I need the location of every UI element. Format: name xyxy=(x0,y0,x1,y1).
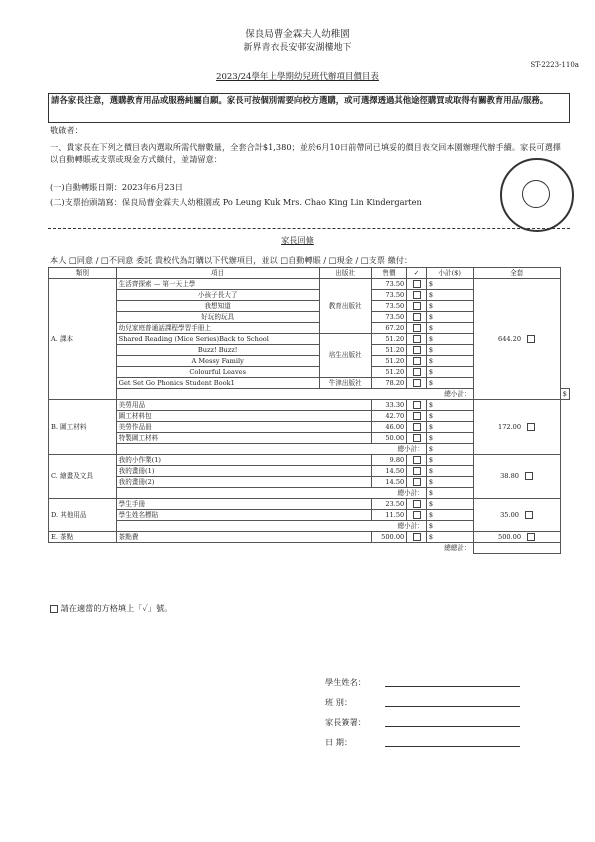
footnote-box-icon xyxy=(50,605,58,613)
publisher-oxford: 牛津出版社 xyxy=(319,378,371,389)
cut-line xyxy=(48,228,570,229)
set-price: 38.80 xyxy=(500,472,519,481)
item-name: 圖工材料包 xyxy=(116,411,371,422)
item-price: 78.20 xyxy=(371,378,407,389)
item-price: 51.20 xyxy=(371,345,407,356)
subtotal-field[interactable]: $ xyxy=(426,290,473,301)
grand-total-field[interactable] xyxy=(473,543,560,554)
item-name: 學生姓名標貼 xyxy=(116,510,371,521)
item-price: 73.50 xyxy=(371,279,407,290)
subtotal-field[interactable]: $ xyxy=(426,444,473,455)
header-full-set: 全套 xyxy=(473,268,560,279)
item-price: 67.20 xyxy=(371,323,407,334)
subtotal-field[interactable]: $ xyxy=(426,411,473,422)
publisher-pearson: 培生出版社 xyxy=(319,334,371,378)
attention-text: 請各家長注意，選購教育用品或服務純屬自願。家長可按個別需要向校方選購，或可選擇透過其他途徑購買或取得有關教育用品/服務。 xyxy=(51,95,549,105)
notice-body: 一、貴家長在下列之價目表內選取所需代辦數量，全套合計$1,380；並於6月10日前帶同已填妥的價目表交回本園辦理代辦手續。家長可選擇以自動轉賬或支票或現金方式繳付，並請留意： xyxy=(50,142,561,164)
subtotal-field[interactable]: $ xyxy=(426,301,473,312)
subtotal-field[interactable]: $ xyxy=(426,279,473,290)
item-name: 特製圖工材料 xyxy=(116,433,371,444)
grand-total-label: 總總計： xyxy=(444,544,471,553)
set-d xyxy=(473,499,560,532)
subtotal-label: 總小計： xyxy=(116,521,426,532)
notice-item-1: (一)自動轉賬日期：2023年6月23日 xyxy=(50,182,183,192)
item-name: 我的小作業(1) xyxy=(116,455,371,466)
checkbox[interactable] xyxy=(407,279,427,290)
set-price: 172.00 xyxy=(498,422,522,431)
item-name: 生活齊探索 — 第一天上學 xyxy=(116,279,319,290)
table-row xyxy=(49,400,570,411)
subtotal-field[interactable]: $ xyxy=(426,499,473,510)
item-name: 好玩的玩具 xyxy=(116,312,319,323)
attention-box xyxy=(48,93,570,123)
item-price: 14.50 xyxy=(371,466,407,477)
item-price: 42.70 xyxy=(371,411,407,422)
subtotal-field[interactable]: $ xyxy=(426,356,473,367)
student-name-input[interactable] xyxy=(385,686,520,687)
checkbox[interactable] xyxy=(407,433,427,444)
subtotal-field[interactable]: $ xyxy=(426,455,473,466)
item-name: 小孩子長大了 xyxy=(116,290,319,301)
item-name: 茶點費 xyxy=(116,532,371,543)
category-b: B. 圖工材料 xyxy=(49,400,117,455)
checkbox[interactable] xyxy=(407,312,427,323)
set-price: 35.00 xyxy=(500,510,519,519)
subtotal-label: 總小計： xyxy=(116,444,426,455)
table-header-row xyxy=(49,268,570,279)
subtotal-field[interactable]: $ xyxy=(426,521,473,532)
header-category: 類別 xyxy=(49,268,117,279)
checkbox[interactable] xyxy=(407,411,427,422)
subtotal-label: 總小計： xyxy=(116,488,426,499)
item-price: 46.00 xyxy=(371,422,407,433)
item-price: 11.50 xyxy=(371,510,407,521)
set-checkbox[interactable] xyxy=(527,335,535,343)
salutation: 敬啟者： xyxy=(50,125,83,135)
reference-number: ST-2223-110a xyxy=(530,61,579,69)
price-table xyxy=(48,267,570,554)
subtotal-field[interactable]: $ xyxy=(426,466,473,477)
parent-sign-label: 家長簽署： xyxy=(325,717,366,727)
checkbox[interactable] xyxy=(407,323,427,334)
item-price: 73.50 xyxy=(371,290,407,301)
subtotal-field[interactable]: $ xyxy=(426,323,473,334)
set-checkbox[interactable] xyxy=(525,511,533,519)
item-name: 我的畫冊(1) xyxy=(116,466,371,477)
set-c xyxy=(473,455,560,499)
table-row xyxy=(49,455,570,466)
notice-item-2: (二)支票抬頭請寫：保良局曹金霖夫人幼稚園或 Po Leung Kuk Mrs. Chao King Lin Kindergarten xyxy=(50,197,422,207)
date-input[interactable] xyxy=(385,746,520,747)
header-subtotal: 小計($) xyxy=(426,268,473,279)
category-c: C. 繪畫及文具 xyxy=(49,455,117,499)
footnote xyxy=(50,603,172,613)
checkbox[interactable] xyxy=(407,466,427,477)
publisher-edu: 教育出版社 xyxy=(319,279,371,334)
table-row xyxy=(49,279,570,290)
item-name: Buzz! Buzz! xyxy=(116,345,319,356)
item-name: A Messy Family xyxy=(116,356,319,367)
subtotal-field[interactable]: $ xyxy=(426,312,473,323)
subtotal-field[interactable]: $ xyxy=(426,378,473,389)
item-price: 9.80 xyxy=(371,455,407,466)
subtotal-field[interactable]: $ xyxy=(426,532,473,543)
table-row xyxy=(49,532,570,543)
checkbox[interactable] xyxy=(407,532,427,543)
header-publisher: 出版社 xyxy=(319,268,371,279)
item-name: 美勞用品 xyxy=(116,400,371,411)
item-price: 50.00 xyxy=(371,433,407,444)
item-price: 51.20 xyxy=(371,334,407,345)
item-name: Colourful Leaves xyxy=(116,367,319,378)
set-price: 644.20 xyxy=(498,334,522,343)
header-check: ✓ xyxy=(407,268,427,279)
checkbox[interactable] xyxy=(407,301,427,312)
subtotal-field[interactable]: $ xyxy=(426,510,473,521)
item-price: 23.50 xyxy=(371,499,407,510)
category-e: E. 茶點 xyxy=(49,532,117,543)
subtotal-field[interactable]: $ xyxy=(560,389,569,400)
set-e xyxy=(473,532,560,543)
subtotal-field[interactable]: $ xyxy=(426,422,473,433)
checkbox[interactable] xyxy=(407,499,427,510)
school-name: 保良局曹金霖夫人幼稚園 xyxy=(245,29,350,40)
item-name: 幼兒家庭普通話課程學習手冊上 xyxy=(116,323,319,334)
category-d: D. 其他用品 xyxy=(49,499,117,532)
reply-title: 家長回條 xyxy=(281,235,314,245)
item-name: 我想知道 xyxy=(116,301,319,312)
checkbox[interactable] xyxy=(407,455,427,466)
subtotal-field[interactable]: $ xyxy=(426,433,473,444)
header-item: 項目 xyxy=(116,268,319,279)
checkbox[interactable] xyxy=(407,378,427,389)
class-input[interactable] xyxy=(385,706,520,707)
item-price: 73.50 xyxy=(371,301,407,312)
date-label: 日 期： xyxy=(325,737,353,747)
item-name: 學生手冊 xyxy=(116,499,371,510)
form-title: 2023/24學年上學期幼兒班代辦項目價目表 xyxy=(216,72,379,82)
school-address: 新界青衣長安邨安湖樓地下 xyxy=(243,43,352,53)
subtotal-field[interactable]: $ xyxy=(426,345,473,356)
checkbox[interactable] xyxy=(407,356,427,367)
school-seal xyxy=(500,158,574,232)
item-price: 14.50 xyxy=(371,477,407,488)
checkbox[interactable] xyxy=(407,334,427,345)
checkbox[interactable] xyxy=(407,477,427,488)
item-price: 500.00 xyxy=(371,532,407,543)
subtotal-field[interactable]: $ xyxy=(426,400,473,411)
footnote-text: 請在適當的方格填上「✓」號。 xyxy=(60,603,173,613)
class-label: 班 別： xyxy=(325,697,353,707)
item-name: Get Set Go Phonics Student Book1 xyxy=(116,378,319,389)
set-checkbox[interactable] xyxy=(527,423,535,431)
student-name-label: 學生姓名： xyxy=(325,677,366,687)
set-checkbox[interactable] xyxy=(527,533,535,541)
subtotal-label: 總小計： xyxy=(116,389,473,400)
subtotal-field[interactable]: $ xyxy=(426,367,473,378)
seal-emblem-icon xyxy=(522,180,550,208)
table-row xyxy=(49,499,570,510)
item-name: 美勞作品冊 xyxy=(116,422,371,433)
item-name: Shared Reading (Mice Series)Back to School xyxy=(116,334,319,345)
set-checkbox[interactable] xyxy=(525,472,533,480)
set-a xyxy=(473,279,560,400)
checkbox[interactable] xyxy=(407,290,427,301)
reply-statement: 本人 □同意 / □不同意 委託 貴校代為訂購以下代辦項目，並以 □自動轉賬 / □現金 / □支票 繳付： xyxy=(50,255,413,265)
category-a: A. 課本 xyxy=(49,279,117,400)
checkbox[interactable] xyxy=(407,422,427,433)
item-price: 73.50 xyxy=(371,312,407,323)
item-price: 51.20 xyxy=(371,356,407,367)
grand-total-row xyxy=(49,543,570,554)
item-name: 我的畫冊(2) xyxy=(116,477,371,488)
checkbox[interactable] xyxy=(407,345,427,356)
subtotal-field[interactable]: $ xyxy=(426,334,473,345)
subtotal-field[interactable]: $ xyxy=(426,477,473,488)
parent-sign-input[interactable] xyxy=(385,726,520,727)
header-price: 售價 xyxy=(371,268,407,279)
checkbox[interactable] xyxy=(407,367,427,378)
checkbox[interactable] xyxy=(407,400,427,411)
subtotal-field[interactable]: $ xyxy=(426,488,473,499)
set-price: 500.00 xyxy=(498,532,522,541)
set-b xyxy=(473,400,560,455)
checkbox[interactable] xyxy=(407,510,427,521)
item-price: 33.30 xyxy=(371,400,407,411)
item-price: 51.20 xyxy=(371,367,407,378)
